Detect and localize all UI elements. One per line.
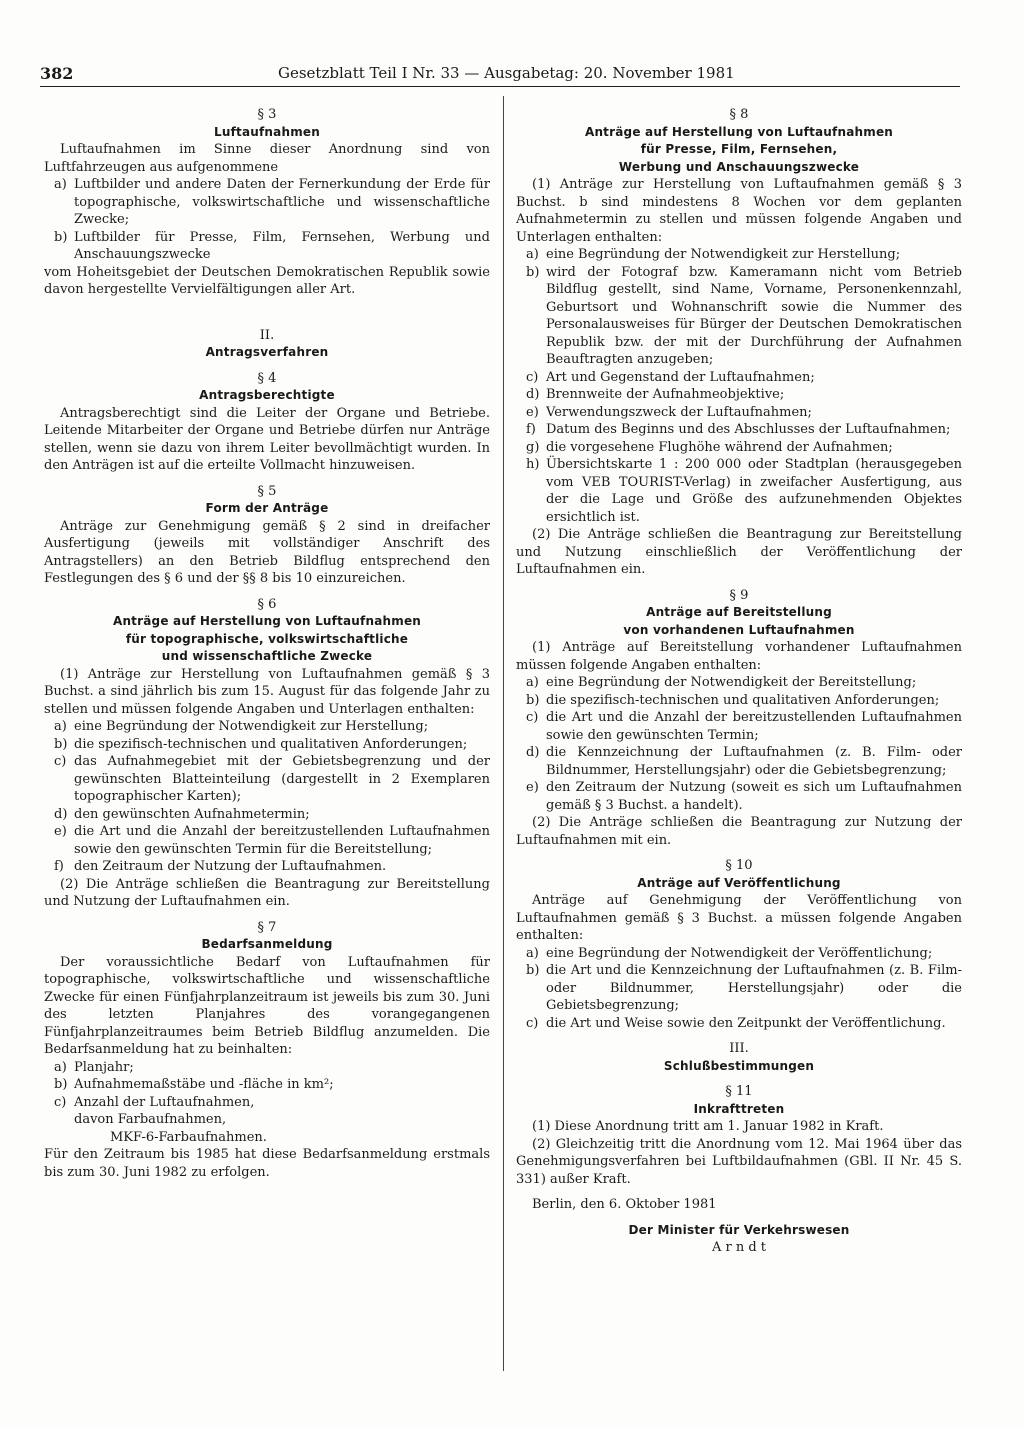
section-heading: Bedarfsanmeldung — [201, 937, 333, 951]
list-subitem: MKF-6-Farbaufnahmen. — [110, 1129, 267, 1145]
list-item: f) den Zeitraum der Nutzung der Luftaufnahmen. — [54, 859, 387, 874]
paragraph: vom Hoheitsgebiet der Deutschen Demokratischen Republik sowie davon hergestellte Vervielfältigungen aller Art. — [44, 264, 490, 297]
list-item: c) die Art und die Anzahl der bereitzustellenden Luftaufnahmen sowie den gewünschten Termin; — [526, 710, 962, 743]
list-item: b) die spezifisch-technischen und qualitativen Anforderungen; — [54, 736, 468, 752]
paragraph: (1) Anträge auf Bereitstellung vorhandener Luftaufnahmen müssen folgende Angaben enthalten: — [516, 640, 962, 673]
column-divider — [503, 96, 504, 1371]
part-number: III. — [729, 1041, 749, 1056]
list-item: a) eine Begründung der Notwendigkeit zur Herstellung; — [526, 247, 901, 262]
left-column — [44, 106, 490, 1181]
section-heading-line: Anträge auf Herstellung von Luftaufnahmen — [112, 614, 422, 628]
paragraph: (1) Diese Anordnung tritt am 1. Januar 1982 in Kraft. — [532, 1119, 884, 1134]
list-item: a) eine Begründung der Notwendigkeit der Veröffentlichung; — [526, 945, 933, 961]
section-number: § 10 — [725, 858, 753, 873]
section-heading-line: Werbung und Anschauungszwecke — [618, 159, 860, 174]
paragraph: (2) Die Anträge schließen die Beantragung zur Bereitstellung und Nutzung einschließlich der Veröffentlichung der Luftaufnahmen ein. — [516, 527, 962, 577]
page-header — [40, 62, 960, 87]
part-number: II. — [259, 327, 275, 343]
section-heading-line: und wissenschaftliche Zwecke — [161, 649, 373, 663]
section-number: § 3 — [257, 107, 277, 122]
list-item: f) Datum des Beginns und des Abschlusses der Luftaufnahmen; — [526, 422, 951, 437]
section-number: § 4 — [257, 370, 277, 386]
list-item: g) die vorgesehene Flughöhe während der Aufnahmen; — [526, 439, 893, 455]
paragraph: Luftaufnahmen im Sinne dieser Anordnung sind von Luftfahrzeugen aus aufgenommene — [44, 142, 490, 175]
part-heading: Antragsverfahren — [205, 345, 329, 359]
list-item: c) Anzahl der Luftaufnahmen, — [54, 1094, 255, 1110]
paragraph: Anträge zur Genehmigung gemäß § 2 sind in dreifacher Ausfertigung (jeweils mit vollständiger Anschrift des Antragstellers) an den Betrieb Bildflug entsprechend den Festlegungen des § 6 und der §§ 8 bis 10 einzureichen. — [44, 518, 490, 586]
section-number: § 9 — [729, 587, 749, 603]
list-item: b) Aufnahmemaßstäbe und -fläche in km²; — [54, 1077, 334, 1092]
list-subitem: davon Farbaufnahmen, — [74, 1112, 227, 1127]
part-heading: Schlußbestimmungen — [663, 1058, 815, 1073]
list-item: b) Luftbilder für Presse, Film, Fernsehen, Werbung und Anschauungszwecke — [54, 229, 490, 262]
list-item: b) die Art und die Kennzeichnung der Luftaufnahmen (z. B. Film- oder Bildnummer, Herstellungsjahr) oder die Gebietsbegrenzung; — [526, 963, 962, 1013]
section-number: § 8 — [729, 107, 749, 122]
section-number: § 7 — [257, 919, 277, 935]
section-heading: Anträge auf Veröffentlichung — [637, 875, 841, 890]
list-item: e) die Art und die Anzahl der bereitzustellenden Luftaufnahmen sowie den gewünschten Termin für die Bereitstellung; — [54, 824, 490, 857]
list-item: d) Brennweite der Aufnahmeobjektive; — [526, 387, 785, 402]
page-number: 382 — [40, 64, 74, 83]
minister-title: Der Minister für Verkehrswesen — [628, 1222, 850, 1237]
list-item: a) Luftbilder und andere Daten der Fernerkundung der Erde für topographische, volkswirtschaftliche und wissenschaftliche Zwecke; — [54, 177, 490, 227]
paragraph: Für den Zeitraum bis 1985 hat diese Bedarfsanmeldung erstmals bis zum 30. Juni 1982 zu erfolgen. — [44, 1147, 490, 1180]
list-item: e) Verwendungszweck der Luftaufnahmen; — [526, 404, 812, 420]
place-date: Berlin, den 6. Oktober 1981 — [532, 1197, 717, 1212]
paragraph: (1) Anträge zur Herstellung von Luftaufnahmen gemäß § 3 Buchst. a sind jährlich bis zum 15. August für das folgende Jahr zu stellen und müssen folgende Angaben und Unterlagen enthalten: — [44, 666, 490, 717]
list-item: d) den gewünschten Aufnahmetermin; — [54, 806, 310, 822]
section-heading-line: für Presse, Film, Fernsehen, — [640, 142, 838, 156]
section-heading: Antragsberechtigte — [199, 388, 335, 402]
section-number: § 6 — [257, 596, 277, 612]
paragraph: Der voraussichtliche Bedarf von Luftaufnahmen für topographische, volkswirtschaftliche und wissenschaftliche Zwecke für einen Fünfjahrplanzeitraum ist jeweils bis zum 30. Juni des letzten Planjahres des vorangegangenen Fünfjahrplanzeitraumes beim Betrieb Bildflug anzumelden. Die Bedarfsanmeldung hat zu beinhalten: — [44, 954, 490, 1057]
gazette-title: Gesetzblatt Teil I Nr. 33 — Ausgabetag: 20. November 1981 — [278, 64, 735, 82]
section-heading-line: Anträge auf Herstellung von Luftaufnahmen — [584, 124, 894, 139]
list-item: a) Planjahr; — [54, 1059, 134, 1075]
list-item: a) eine Begründung der Notwendigkeit zur Herstellung; — [54, 719, 429, 734]
list-item: c) Art und Gegenstand der Luftaufnahmen; — [526, 369, 815, 385]
list-item: d) die Kennzeichnung der Luftaufnahmen (z. B. Film- oder Bildnummer, Herstellungsjahr) oder die Gebietsbegrenzung; — [526, 745, 962, 778]
section-heading: Luftaufnahmen — [214, 124, 320, 139]
section-heading: Inkrafttreten — [693, 1101, 785, 1116]
section-heading-line: für topographische, volkswirtschaftliche — [125, 631, 409, 646]
list-item: h) Übersichtskarte 1 : 200 000 oder Stadtplan (herausgegeben vom VEB TOURIST-Verlag) in zweifacher Ausfertigung, aus der die Lage und Größe des aufzunehmenden Objektes ersichtlich ist. — [526, 457, 962, 525]
list-item: c) die Art und Weise sowie den Zeitpunkt der Veröffentlichung. — [526, 1015, 946, 1031]
list-item: a) eine Begründung der Notwendigkeit der Bereitstellung; — [526, 675, 917, 690]
section-heading-line: Anträge auf Bereitstellung — [646, 605, 832, 619]
paragraph: Anträge auf Genehmigung der Veröffentlichung von Luftaufnahmen gemäß § 3 Buchst. a müssen folgende Angaben enthalten: — [516, 893, 962, 943]
list-item: b) die spezifisch-technischen und qualitativen Anforderungen; — [526, 692, 940, 708]
paragraph: (2) Die Anträge schließen die Beantragung zur Nutzung der Luftaufnahmen mit ein. — [516, 815, 962, 848]
paragraph: (2) Die Anträge schließen die Beantragung zur Bereitstellung und Nutzung der Luftaufnahmen ein. — [44, 876, 490, 909]
section-number: § 11 — [725, 1084, 753, 1099]
paragraph: (1) Anträge zur Herstellung von Luftaufnahmen gemäß § 3 Buchst. b sind mindestens 8 Wochen vor dem geplanten Aufnahmetermin zu stellen und müssen folgende Angaben und Unterlagen enthalten: — [516, 177, 962, 245]
paragraph: Antragsberechtigt sind die Leiter der Organe und Betriebe. Leitende Mitarbeiter der Organe und Betriebe dürfen nur Anträge stellen, wenn sie dazu von ihrem Leiter bevollmächtigt wurden. In den Anträgen ist auf die erteilte Vollmacht hinzuweisen. — [44, 405, 490, 473]
section-number: § 5 — [257, 483, 277, 499]
signature-name: A r n d t — [711, 1240, 767, 1255]
section-heading-line: von vorhandenen Luftaufnahmen — [623, 622, 855, 637]
list-item: b) wird der Fotograf bzw. Kameramann nicht vom Betrieb Bildflug gestellt, sind Name, Vorname, Personenkennzahl, Geburtsort und Wohnanschrift sowie die Nummer des Personalausweises für Bürger der Deutschen Demokratischen Republik bzw. der mit der Durchführung der Aufnahmen Beauftragten anzugeben; — [526, 264, 962, 367]
right-column — [516, 106, 962, 1257]
paragraph: (2) Gleichzeitig tritt die Anordnung vom 12. Mai 1964 über das Genehmigungsverfahren bei Luftbildaufnahmen (GBl. II Nr. 45 S. 331) außer Kraft. — [516, 1136, 962, 1187]
list-item: c) das Aufnahmegebiet mit der Gebietsbegrenzung und der gewünschten Blatteinteilung (dargestellt in 2 Exemplaren topographischer Karten); — [54, 754, 490, 804]
list-item: e) den Zeitraum der Nutzung (soweit es sich um Luftaufnahmen gemäß § 3 Buchst. a handelt). — [526, 780, 962, 813]
section-heading: Form der Anträge — [205, 501, 329, 515]
